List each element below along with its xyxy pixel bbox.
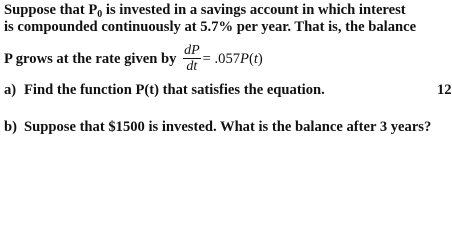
question-a-text: Find the function P(t) that satisfies the equation. bbox=[24, 82, 325, 98]
derivative-fraction bbox=[183, 44, 201, 73]
intro-text-end: is invested in a savings account in which interest bbox=[102, 2, 406, 18]
equation-variable-p: P bbox=[240, 50, 249, 67]
intro-text-start: Suppose that P bbox=[4, 2, 98, 18]
subscript-zero: 0 bbox=[97, 9, 103, 20]
equation-rhs bbox=[203, 51, 263, 67]
fraction-numerator: dP bbox=[184, 43, 200, 58]
intro-line-1 bbox=[4, 2, 406, 20]
question-a bbox=[4, 82, 325, 98]
equation-open-paren: ( bbox=[248, 50, 254, 67]
intro-line-2: is compounded continuously at 5.7% per year. That is, the balance bbox=[4, 19, 417, 35]
equation-close-paren: ) bbox=[257, 50, 263, 67]
question-b-text: Suppose that $1500 is invested. What is the balance after 3 years? bbox=[24, 119, 432, 135]
fraction-denominator: dt bbox=[186, 59, 198, 74]
rate-prefix-text: P grows at the rate given by bbox=[4, 50, 181, 67]
question-b-letter: b) bbox=[4, 119, 17, 135]
question-a-letter: a) bbox=[4, 82, 17, 98]
question-b bbox=[4, 119, 431, 135]
margin-number: 12 bbox=[437, 82, 452, 98]
equation-coefficient: = .057 bbox=[202, 50, 241, 67]
rate-equation-line bbox=[4, 45, 263, 74]
equation-variable-t: t bbox=[253, 50, 258, 67]
